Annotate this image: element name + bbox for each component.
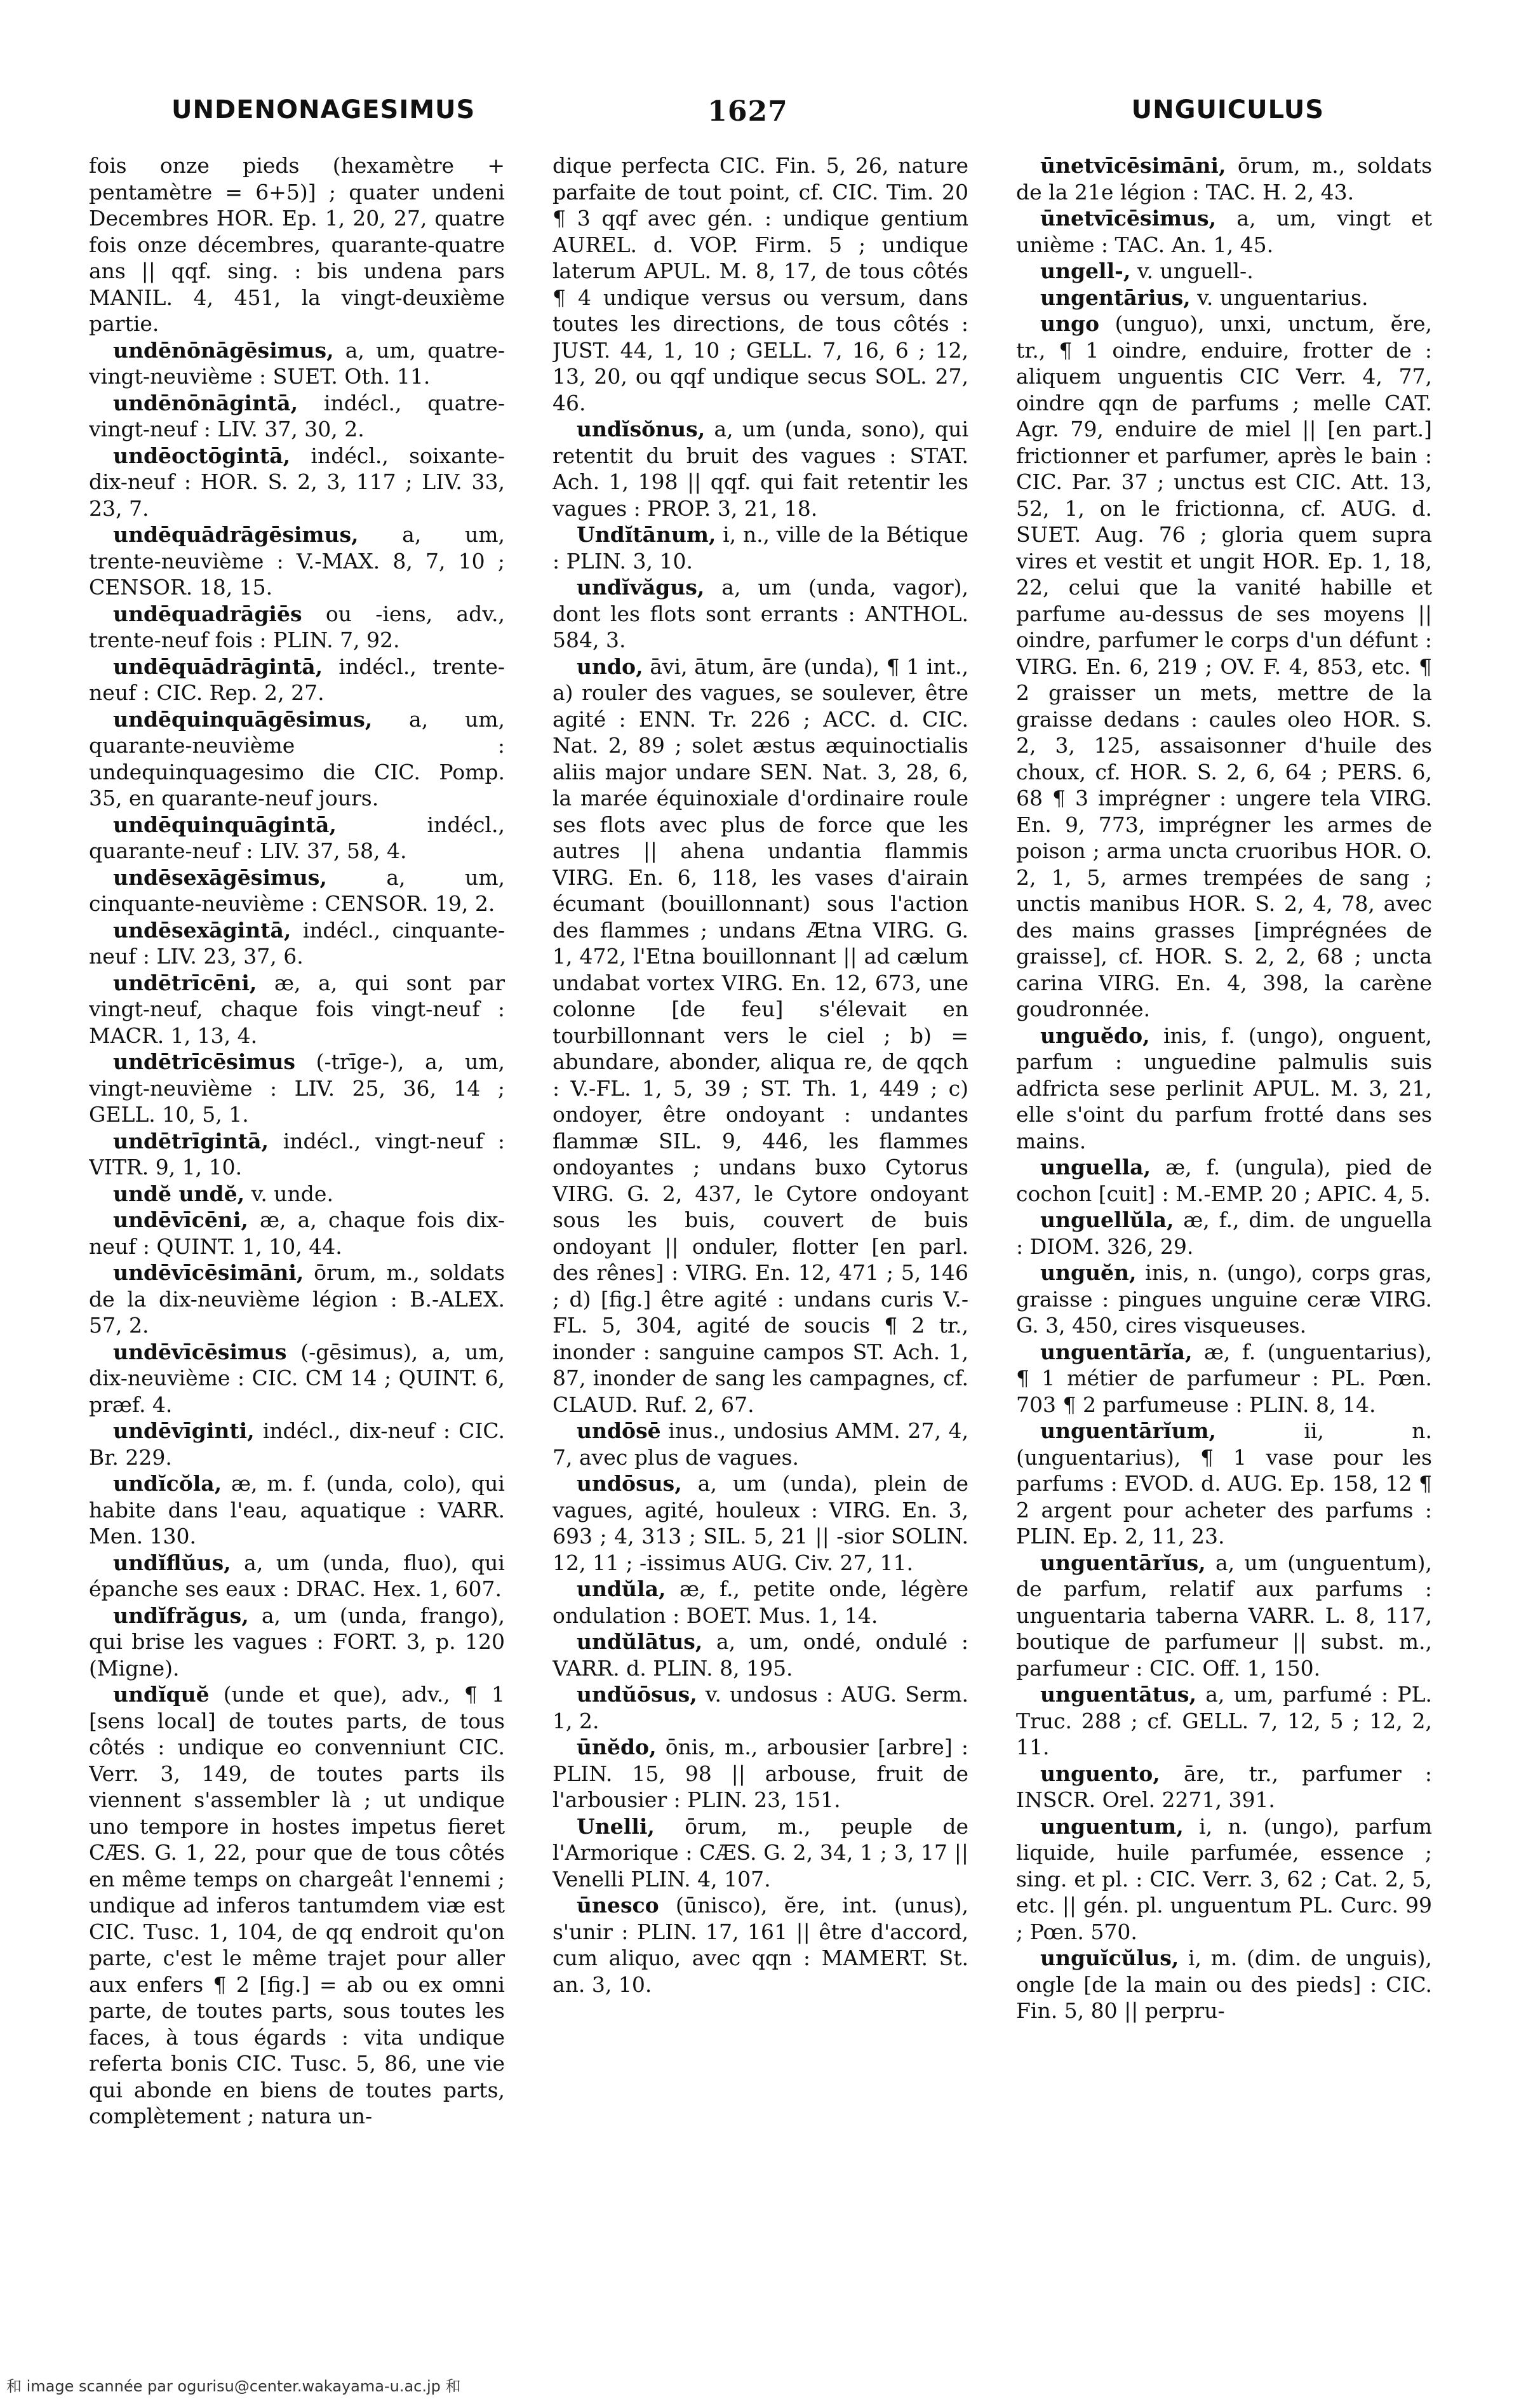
entry-definition: inus., undosius AMM. 27, 4, 7, avec plus de vagues.	[552, 1418, 968, 1470]
dictionary-entry	[552, 1681, 968, 1734]
entry-definition: a, um, trente-neuvième : V.-MAX. 8, 7, 10 ; CENSOR. 18, 15.	[89, 522, 505, 600]
dictionary-entry	[552, 574, 968, 654]
running-header	[171, 95, 1324, 133]
dictionary-entry	[1016, 1945, 1432, 2024]
entry-definition: inis, n. (ungo), corps gras, graisse : pingues unguine ceræ VIRG. G. 3, 450, cires visqueuses.	[1016, 1260, 1432, 1338]
dictionary-entry	[89, 864, 505, 917]
entry-definition: æ, a, chaque fois dix-neuf : QUINT. 1, 10, 44.	[89, 1207, 505, 1259]
entry-definition: āvi, ātum, āre (unda), ¶ 1 int., a) rouler des vagues, se soulever, être agité : ENN. Tr. 226 ; ACC. d. CIC. Nat. 2, 89 ; solet æstus æquinoctialis aliis major undare SEN. Nat. 3, 28, 6, la marée équinoxiale d'ordinaire roule ses flots avec plus de force que les autres || ahena undantia flammis VIRG. En. 6, 118, les vases d'airain écumant (bouillonnant) sous l'action des flammes ; undans Ætna VIRG. G. 1, 472, l'Etna bouillonnant || ad cælum undabat vortex VIRG. En. 12, 673, une colonne [de feu] s'élevait en tourbillonnant vers le ciel ; b) = abundare, abonder, aliqua re, de qqch : V.-FL. 1, 5, 39 ; ST. Th. 1, 449 ; c) ondoyer, être ondoyant : undantes flammæ SIL. 9, 446, les flammes ondoyantes ; undans buxo Cytorus VIRG. G. 2, 437, le Cytore ondoyant sous les buis, couvert de buis ondoyant || onduler, flotter [en parl. des rênes] : VIRG. En. 12, 471 ; 5, 146 ; d) [fig.] être agité : undans curis V.-FL. 5, 304, agité de soucis ¶ 2 tr., inonder : sanguine campos ST. Ach. 1, 87, inonder de sang les campagnes, cf. CLAUD. Ruf. 2, 67.	[552, 654, 968, 1417]
dictionary-entry	[1016, 1550, 1432, 1682]
dictionary-entry	[89, 1181, 505, 1207]
dictionary-entry	[552, 1418, 968, 1470]
dictionary-entry	[1016, 285, 1432, 311]
dictionary-entry	[89, 1470, 505, 1550]
entry-definition: (-gēsimus), a, um, dix-neuvième : CIC. CM 14 ; QUINT. 6, præf. 4.	[89, 1339, 505, 1417]
scan-credit: 和 image scannée par ogurisu@center.wakayama-u.ac.jp 和	[6, 2377, 461, 2395]
entry-headword: undĭflŭus,	[113, 1550, 231, 1575]
entry-headword: ūnetvīcēsimus,	[1040, 206, 1217, 231]
entry-headword: undētrīcēsimus	[113, 1049, 295, 1074]
entry-headword: undĭvăgus,	[577, 575, 705, 600]
entry-definition: (unde et que), adv., ¶ 1 [sens local] de toutes parts, de tous côtés : undique eo convenniunt CIC. Verr. 3, 149, de toutes parts ils viennent s'assembler là ; ut undique uno tempore in hostes impetus fieret CÆS. G. 1, 22, pour que de tous côtés en même temps on chargeât l'ennemi ; undique ad inferos tantumdem viæ est CIC. Tusc. 1, 104, de qq endroit qu'on parte, c'est le même trajet pour aller aux enfers ¶ 2 [fig.] = ab ou ex omni parte, de toutes parts, sous toutes les faces, à tous égards : vita undique referta bonis CIC. Tusc. 5, 86, une vie qui abonde en biens de toutes parts, complètement ; natura un-	[89, 1682, 505, 2128]
dictionary-entry	[552, 152, 968, 416]
entry-headword: undēoctōgintā,	[113, 443, 291, 468]
entry-definition: inis, f. (ungo), onguent, parfum : unguedine palmulis suis adfricta sese perlinit APUL. M. 3, 21, elle s'oint du parfum frotté dans ses mains.	[1016, 1023, 1432, 1153]
entry-headword: ūnĕdo,	[577, 1735, 657, 1759]
dictionary-entry	[1016, 1418, 1432, 1550]
entry-definition: a, um, vingt et unième : TAC. An. 1, 45.	[1016, 206, 1432, 257]
dictionary-entry	[1016, 258, 1432, 285]
page-number: 1627	[707, 95, 788, 128]
entry-headword: undētrīcēni,	[113, 970, 257, 995]
dictionary-entry	[89, 521, 505, 601]
dictionary-entry	[89, 1260, 505, 1339]
entry-definition: i, n. (ungo), parfum liquide, huile parfumée, essence ; sing. et pl. : CIC. Verr. 3, 62 ; Cat. 2, 5, etc. || gén. pl. unguentum PL. Curc. 99 ; Pœn. 570.	[1016, 1813, 1432, 1944]
dictionary-entry	[89, 1418, 505, 1470]
entry-definition: i, m. (dim. de unguis), ongle [de la main ou des pieds] : CIC. Fin. 5, 80 || perpru-	[1016, 1946, 1432, 2023]
entry-headword: undēquadrāgiēs	[113, 601, 302, 626]
dictionary-entry	[89, 917, 505, 970]
dictionary-entry	[1016, 1681, 1432, 1761]
dictionary-entry	[1016, 1260, 1432, 1339]
entry-headword: undēquinquāgēsimus,	[113, 706, 373, 732]
entry-definition: indécl., dix-neuf : CIC. Br. 229.	[89, 1418, 505, 1470]
dictionary-entry	[89, 337, 505, 390]
entry-headword: undēsexāgintā,	[113, 917, 291, 943]
dictionary-entry	[89, 1128, 505, 1181]
dictionary-entry	[89, 152, 505, 337]
dictionary-entry	[552, 1470, 968, 1576]
entry-headword: undēvīginti,	[113, 1418, 255, 1443]
entry-headword: unguella,	[1040, 1155, 1151, 1179]
entry-headword: undŭōsus,	[577, 1682, 697, 1707]
entry-headword: undēquinquāgintā,	[113, 812, 337, 837]
dictionary-entry	[552, 521, 968, 574]
entry-headword: unguellŭla,	[1040, 1207, 1174, 1232]
entry-definition: a, um (unda), plein de vagues, agité, houleux : VIRG. En. 3, 693 ; 4, 313 ; SIL. 5, 21 || -sior SOLIN. 12, 11 ; -issimus AUG. Civ. 27, 11.	[552, 1471, 968, 1575]
dictionary-entry	[89, 1207, 505, 1260]
entry-headword: undĕ undĕ,	[113, 1181, 245, 1206]
entry-headword: unguentārĭa,	[1040, 1339, 1193, 1364]
entry-definition: a, um, quarante-neuvième : undequinquagesimo die CIC. Pomp. 35, en quarante-neuf jours.	[89, 706, 505, 810]
column-middle	[552, 152, 968, 2325]
dictionary-entry	[89, 812, 505, 864]
entry-definition: indécl., soixante-dix-neuf : HOR. S. 2, 3, 117 ; LIV. 33, 23, 7.	[89, 443, 505, 521]
dictionary-entry	[1016, 311, 1432, 1023]
entry-definition: a, um, ondé, ondulé : VARR. d. PLIN. 8, 195.	[552, 1629, 968, 1681]
entry-definition: a, um, quatre-vingt-neuvième : SUET. Oth. 11.	[89, 337, 505, 389]
entry-definition: æ, m. f. (unda, colo), qui habite dans l'eau, aquatique : VARR. Men. 130.	[89, 1471, 505, 1549]
entry-definition: a, um (unda, fluo), qui épanche ses eaux : DRAC. Hex. 1, 607.	[89, 1550, 505, 1601]
entry-headword: undĭsŏnus,	[577, 417, 706, 441]
entry-headword: Unelli,	[577, 1813, 655, 1839]
dictionary-entry	[1016, 1023, 1432, 1155]
entry-definition: æ, f., dim. de unguella : DIOM. 326, 29.	[1016, 1207, 1432, 1259]
dictionary-entry	[89, 443, 505, 522]
dictionary-entry	[89, 1603, 505, 1682]
entry-headword: undēvīcēni,	[113, 1207, 248, 1232]
header-first-word: UNDENONAGESIMUS	[171, 95, 476, 124]
dictionary-entry	[89, 1339, 505, 1418]
entry-headword: ūnesco	[577, 1893, 659, 1918]
entry-headword: ungo	[1040, 311, 1100, 336]
dictionary-entry	[1016, 205, 1432, 258]
entry-definition: æ, f., petite onde, légère ondulation : BOET. Mus. 1, 14.	[552, 1576, 968, 1628]
dictionary-entry	[1016, 1207, 1432, 1260]
entry-headword: unguentātus,	[1040, 1682, 1196, 1707]
dictionary-entry	[89, 1550, 505, 1603]
entry-definition: a, um, parfumé : PL. Truc. 288 ; cf. GELL. 7, 12, 5 ; 12, 2, 11.	[1016, 1682, 1432, 1759]
entry-headword: unguentārĭum,	[1040, 1418, 1216, 1443]
header-last-word: UNGUICULUS	[1131, 95, 1324, 124]
entry-headword: undŭla,	[577, 1576, 666, 1601]
entry-definition: indécl., quatre-vingt-neuf : LIV. 37, 30, 2.	[89, 390, 505, 441]
entry-headword: Undĭtānum,	[577, 522, 716, 547]
entry-headword: unguento,	[1040, 1761, 1160, 1786]
entry-definition: a, um (unda, frango), qui brise les vagues : FORT. 3, p. 120 (Migne).	[89, 1603, 505, 1681]
entry-definition: a, um (unda, vagor), dont les flots sont errants : ANTHOL. 584, 3.	[552, 575, 968, 652]
entry-headword: undĭfrăgus,	[113, 1603, 249, 1628]
entry-definition: indécl., trente-neuf : CIC. Rep. 2, 27.	[89, 654, 505, 705]
entry-headword: unguĭcŭlus,	[1040, 1946, 1179, 1970]
entry-definition: dique perfecta CIC. Fin. 5, 26, nature parfaite de tout point, cf. CIC. Tim. 20 ¶ 3 qqf avec gén. : undique gentium AUREL. d. VOP. Firm. 5 ; undique laterum APUL. M. 8, 17, de tous côtés ¶ 4 undique versus ou versum, dans toutes les directions, de tous côtés : JUST. 44, 1, 10 ; GELL. 7, 16, 6 ; 12, 13, 20, ou qqf undique secus SOL. 27, 46.	[552, 153, 968, 415]
entry-headword: undēvīcēsimus	[113, 1339, 287, 1364]
dictionary-entry	[1016, 1339, 1432, 1418]
entry-definition: v. unde.	[251, 1181, 333, 1206]
entry-definition: āre, tr., parfumer : INSCR. Orel. 2271, 391.	[1016, 1761, 1432, 1812]
dictionary-entry	[552, 1576, 968, 1629]
entry-headword: undēnōnāgēsimus,	[113, 337, 334, 363]
entry-headword: ūnetvīcēsimāni,	[1040, 153, 1226, 178]
dictionary-columns	[89, 152, 1432, 2325]
dictionary-entry	[1016, 1154, 1432, 1207]
dictionary-entry	[1016, 1813, 1432, 1946]
entry-definition: a, um, cinquante-neuvième : CENSOR. 19, 2.	[89, 864, 505, 916]
entry-definition: (unguo), unxi, unctum, ĕre, tr., ¶ 1 oindre, enduire, frotter de : aliquem unguentis CIC Verr. 4, 77, oindre qqn de parfums ; melle CAT. Agr. 79, enduire de miel || [en part.] frictionner et parfumer, après le bain : CIC. Par. 37 ; unctus est CIC. Att. 13, 52, 1, on le frictionna, cf. AUG. d. SUET. Aug. 76 ; gloria quem supra vires et vestit et ungit HOR. Ep. 1, 18, 22, celui que la vanité habille et parfume au-dessus de ses moyens || oindre, parfumer le corps d'un défunt : VIRG. En. 6, 219 ; OV. F. 4, 853, etc. ¶ 2 graisser un mets, mettre de la graisse dedans : caules oleo HOR. S. 2, 3, 125, assaisonner d'huile des choux, cf. HOR. S. 2, 6, 64 ; PERS. 6, 68 ¶ 3 imprégner : ungere tela VIRG. En. 9, 773, imprégner les armes de poison ; arma uncta cruoribus HOR. O. 2, 1, 5, armes trempées de sang ; unctis manibus HOR. S. 2, 4, 78, avec des mains grasses [imprégnées de graisse], cf. HOR. S. 2, 2, 68 ; uncta carina VIRG. En. 4, 398, la carène goudronnée.	[1016, 311, 1432, 1021]
entry-definition: indécl., vingt-neuf : VITR. 9, 1, 10.	[89, 1128, 505, 1179]
dictionary-entry	[552, 1892, 968, 1998]
entry-definition: i, n., ville de la Bétique : PLIN. 3, 10.	[552, 522, 968, 574]
dictionary-entry	[89, 601, 505, 654]
entry-definition: ōrum, m., soldats de la dix-neuvième légion : B.-ALEX. 57, 2.	[89, 1260, 505, 1338]
entry-definition: v. unguentarius.	[1197, 285, 1369, 310]
dictionary-entry	[89, 970, 505, 1049]
entry-definition: ōrum, m., soldats de la 21e légion : TAC. H. 2, 43.	[1016, 153, 1432, 205]
entry-headword: undēquādrāgēsimus,	[113, 522, 359, 547]
entry-definition: indécl., cinquante-neuf : LIV. 23, 37, 6.	[89, 917, 505, 969]
entry-definition: æ, f. (ungula), pied de cochon [cuit] : M.-EMP. 20 ; APIC. 4, 5.	[1016, 1155, 1432, 1206]
dictionary-entry	[89, 390, 505, 443]
dictionary-entry	[89, 706, 505, 812]
entry-definition: fois onze pieds (hexamètre + pentamètre = 6+5)] ; quater undeni Decembres HOR. Ep. 1, 20, 27, quatre fois onze décembres, quarante-quatre ans || qqf. sing. : bis undena pars MANIL. 4, 451, la vingt-deuxième partie.	[89, 153, 505, 336]
column-right	[1016, 152, 1432, 2325]
entry-definition: (ūnisco), ĕre, int. (unus), s'unir : PLIN. 17, 161 || être d'accord, cum aliquo, avec qqn : MAMERT. St. an. 3, 10.	[552, 1893, 968, 1997]
entry-headword: ungentārius,	[1040, 285, 1191, 310]
dictionary-entry	[552, 1813, 968, 1893]
dictionary-entry	[552, 654, 968, 1418]
dictionary-entry	[1016, 1761, 1432, 1813]
dictionary-entry	[1016, 152, 1432, 205]
entry-headword: undēvīcēsimāni,	[113, 1260, 304, 1285]
entry-headword: unguĕdo,	[1040, 1023, 1150, 1048]
dictionary-entry	[89, 1049, 505, 1128]
dictionary-entry	[552, 1734, 968, 1813]
entry-definition: ōrum, m., peuple de l'Armorique : CÆS. G. 2, 34, 1 ; 3, 17 || Venelli PLIN. 4, 107.	[552, 1813, 968, 1892]
entry-headword: undĭcŏla,	[113, 1471, 222, 1496]
entry-definition: æ, a, qui sont par vingt-neuf, chaque fois vingt-neuf : MACR. 1, 13, 4.	[89, 970, 505, 1048]
entry-definition: indécl., quarante-neuf : LIV. 37, 58, 4.	[89, 812, 505, 863]
dictionary-entry	[89, 654, 505, 706]
entry-definition: (-trīge-), a, um, vingt-neuvième : LIV. 25, 36, 14 ; GELL. 10, 5, 1.	[89, 1049, 505, 1127]
dictionary-entry	[89, 1681, 505, 2130]
entry-headword: undōsē	[577, 1418, 661, 1443]
entry-definition: v. undosus : AUG. Serm. 1, 2.	[552, 1682, 968, 1733]
entry-headword: unguentum,	[1040, 1813, 1184, 1839]
entry-headword: undētrīgintā,	[113, 1128, 269, 1153]
entry-definition: ou -iens, adv., trente-neuf fois : PLIN. 7, 92.	[89, 601, 505, 652]
entry-headword: undēsexāgēsimus,	[113, 864, 327, 890]
entry-headword: undōsus,	[577, 1471, 682, 1496]
entry-definition: a, um (unguentum), de parfum, relatif aux parfums : unguentaria taberna VARR. L. 8, 117, boutique de parfumeur || subst. m., parfumeur : CIC. Off. 1, 150.	[1016, 1550, 1432, 1681]
dictionary-entry	[552, 1629, 968, 1681]
entry-definition: æ, f. (unguentarius), ¶ 1 métier de parfumeur : PL. Pœn. 703 ¶ 2 parfumeuse : PLIN. 8, 14.	[1016, 1339, 1432, 1417]
entry-headword: ungell-,	[1040, 259, 1131, 283]
dictionary-entry	[552, 416, 968, 521]
entry-headword: undēquādrāgintā,	[113, 654, 323, 679]
entry-definition: ii, n. (unguentarius), ¶ 1 vase pour les parfums : EVOD. d. AUG. Ep. 158, 12 ¶ 2 argent pour acheter des parfums : PLIN. Ep. 2, 11, 23.	[1016, 1418, 1432, 1549]
entry-headword: undŭlātus,	[577, 1629, 703, 1654]
entry-headword: undĭquĕ	[113, 1682, 210, 1707]
entry-definition: v. unguell-.	[1137, 259, 1254, 283]
entry-headword: unguĕn,	[1040, 1260, 1137, 1285]
entry-definition: a, um (unda, sono), qui retentit du bruit des vagues : STAT. Ach. 1, 198 || qqf. qui fait retentir les vagues : PROP. 3, 21, 18.	[552, 417, 968, 521]
entry-headword: undo,	[577, 654, 643, 679]
entry-headword: unguentārĭus,	[1040, 1550, 1206, 1575]
entry-definition: ōnis, m., arbousier [arbre] : PLIN. 15, 98 || arbouse, fruit de l'arbousier : PLIN. 23, 151.	[552, 1735, 968, 1812]
column-left	[89, 152, 505, 2325]
entry-headword: undēnōnāgintā,	[113, 390, 298, 415]
